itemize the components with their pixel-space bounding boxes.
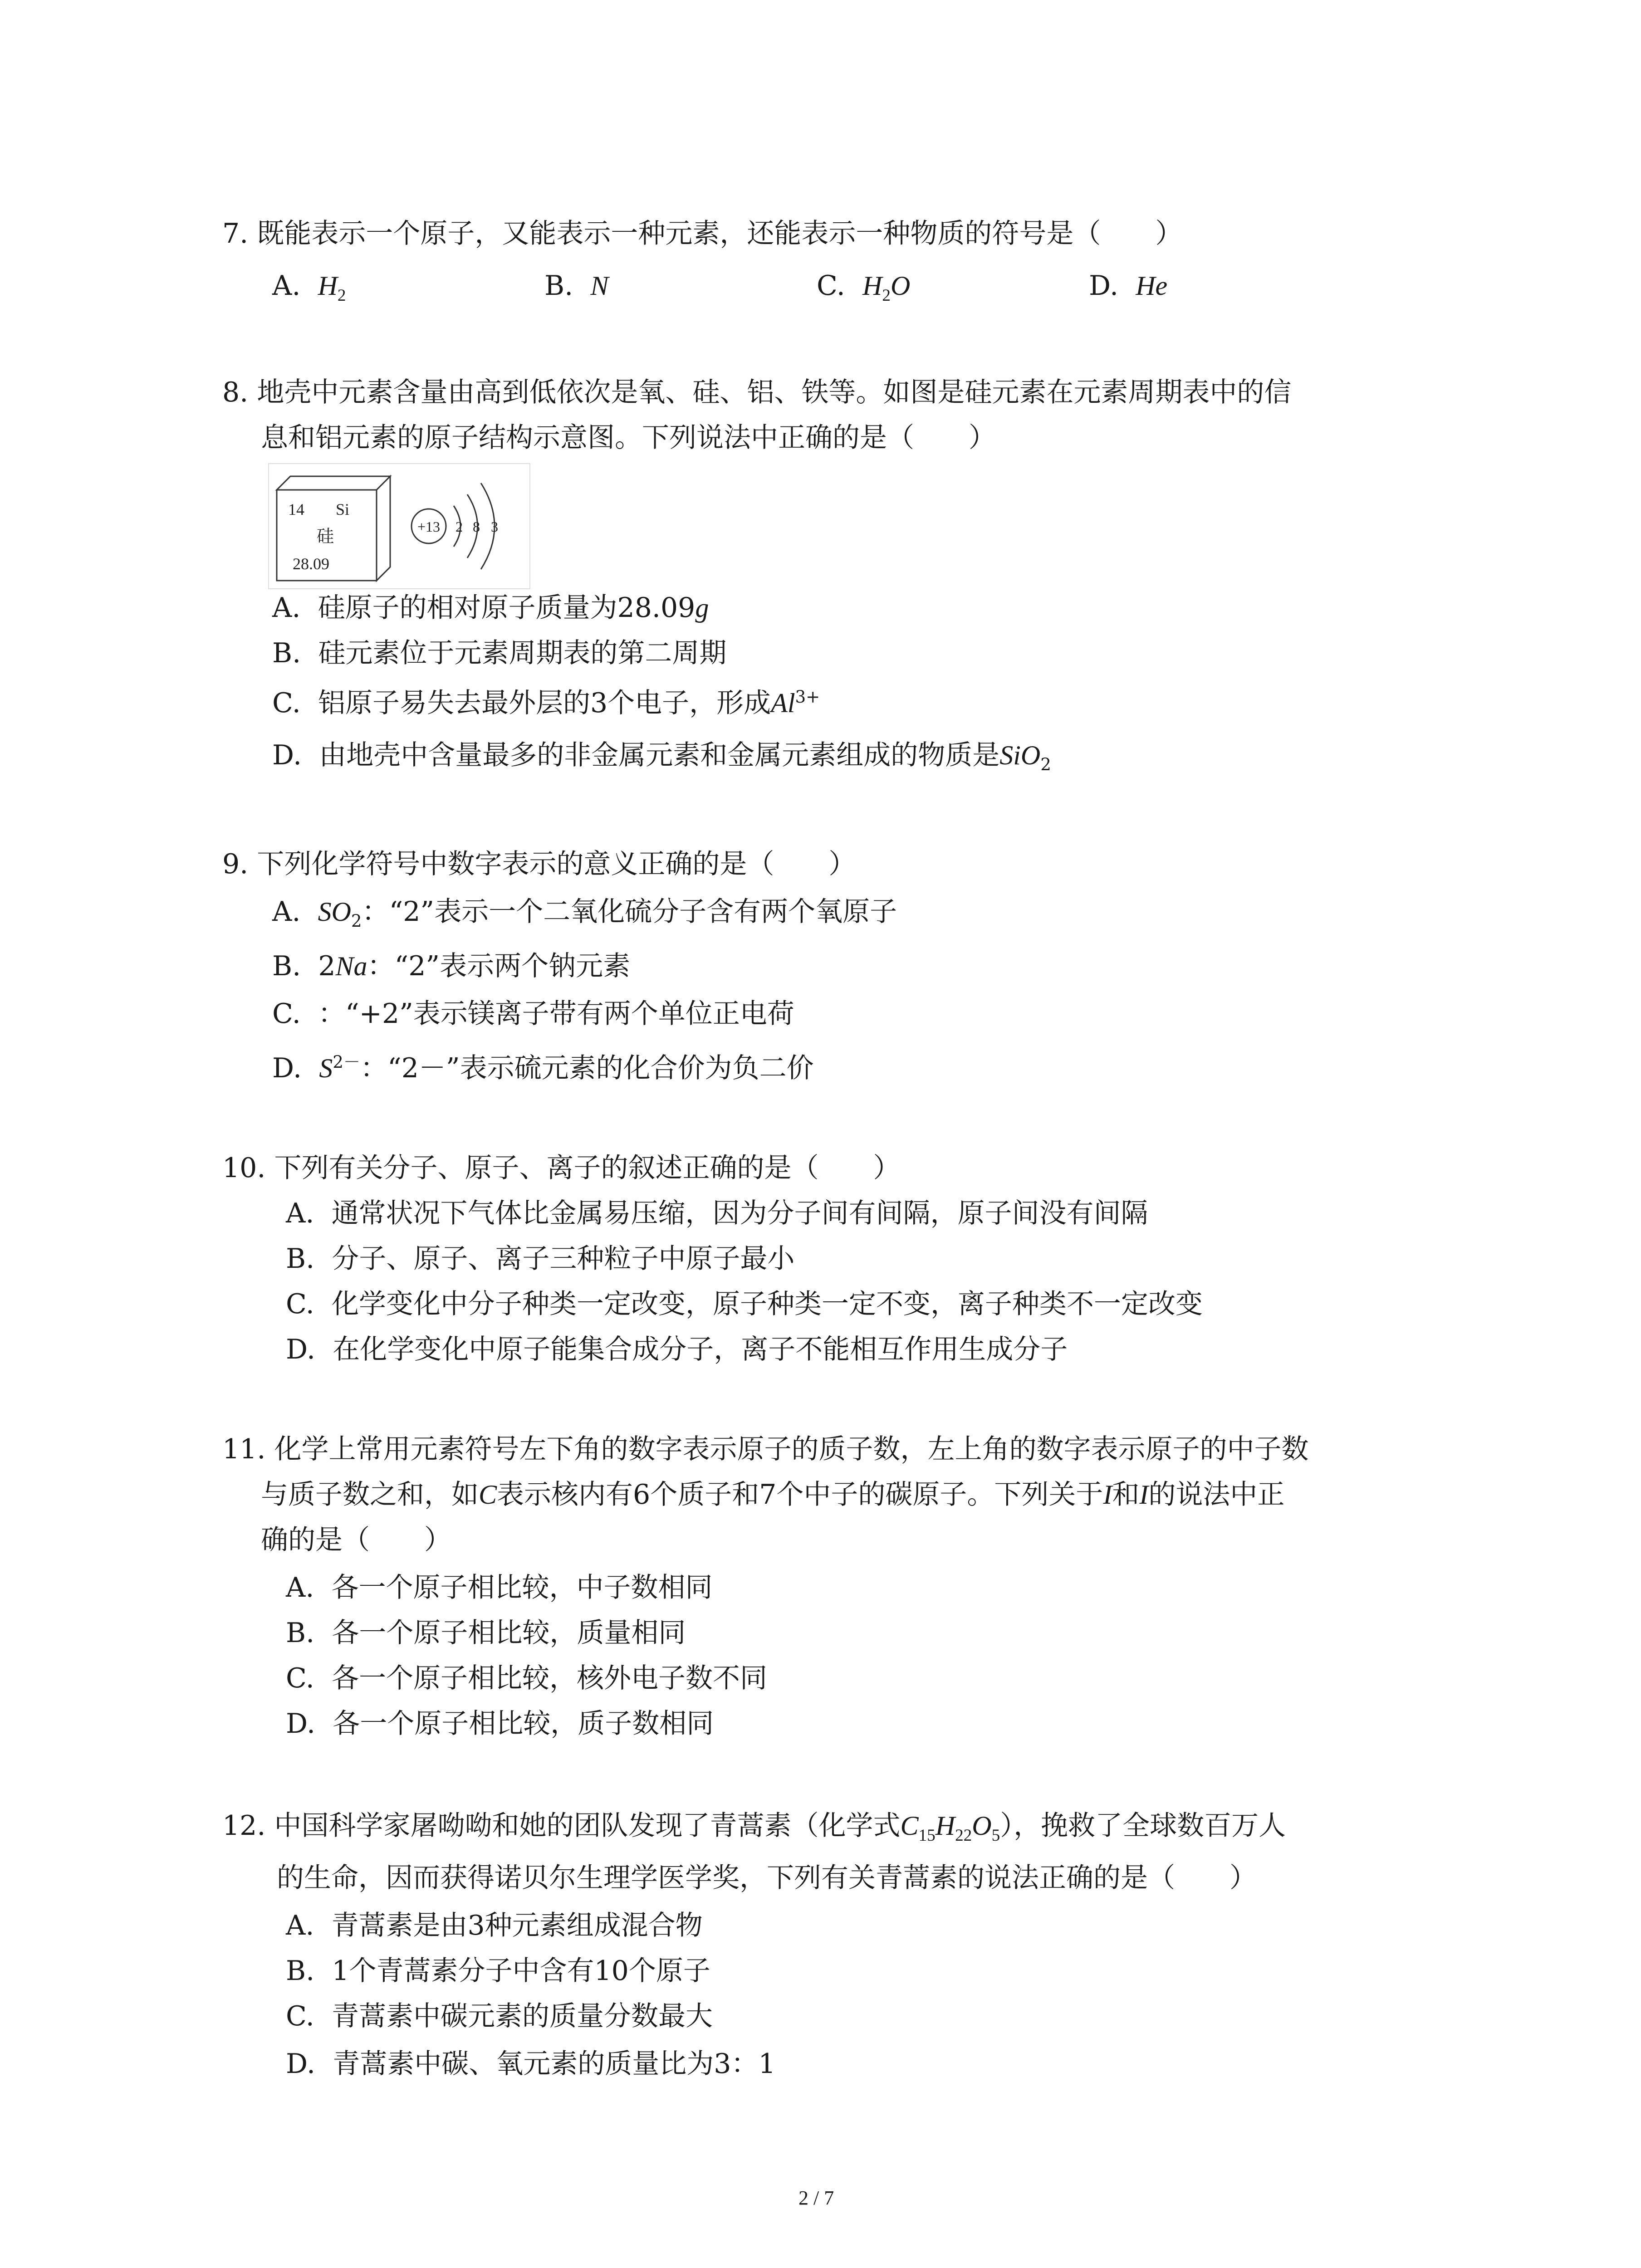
option-label: D. [1089,270,1119,302]
formula: Na [335,951,367,981]
option-text: 1个青蒿素分子中含有10个原子 [332,1955,710,1987]
stem-text: ），挽救了全球数百万人 [1000,1810,1286,1842]
formula: SO [318,897,351,927]
q9-option-d [272,1052,814,1084]
option-label: A. [272,896,301,928]
shell-2-electrons: 8 [473,518,480,535]
option-label: B. [544,270,573,302]
question-9-stem: 9. 下列化学符号中数字表示的意义正确的是（ ） [222,848,856,880]
option-text: 铝原子易失去最外层的3个电子，形成 [318,687,771,719]
shell-3-electrons: 3 [491,518,498,535]
formula: He [1136,271,1168,301]
formula-sub: 2 [1040,754,1051,774]
option-text: 通常状况下气体比金属易压缩，因为分子间有间隔，原子间没有间隔 [331,1198,1148,1229]
option-label: A. [286,1910,314,1941]
page-number: 2 / 7 [798,2187,834,2209]
periodic-cell [277,476,390,581]
element-mass: 28.09 [293,555,329,573]
nucleus-charge: +13 [417,518,441,535]
question-11-stem-line1: 11. 化学上常用元素符号左下角的数字表示原子的质子数，左上角的数字表示原子的中子数 [222,1433,1309,1465]
option-text: 在化学变化中原子能集合成分子，离子不能相互作用生成分子 [333,1334,1068,1365]
formula-sub: 2 [882,286,891,305]
option-label: A. [272,270,301,302]
option-text: 硅元素位于元素周期表的第二周期 [318,637,727,669]
formula-tail: O [890,271,911,301]
q9-option-c [272,998,794,1030]
q10-option-a [286,1200,1148,1227]
option-label: D. [286,1334,316,1365]
q11-option-d [286,1708,714,1740]
formula-part: C [900,1811,919,1841]
q11-option-c [286,1662,767,1694]
question-11-stem-line3: 确的是（ ） [261,1524,451,1556]
q7-option-d [1089,270,1168,302]
q8-option-c [272,689,820,717]
option-text: 青蒿素中碳元素的质量分数最大 [332,2000,713,2032]
option-label: B. [272,637,301,669]
q10-option-b [286,1243,795,1275]
option-text: 青蒿素是由3种元素组成混合物 [331,1910,703,1941]
formula: I [1139,1480,1149,1510]
formula-base: H [862,271,882,301]
q8-option-d [272,739,1051,774]
formula: S [319,1053,333,1083]
q9-option-a [272,896,897,931]
option-text: 由地壳中含量最多的非金属元素和金属元素组成的物质是 [319,739,1000,771]
q12-option-a [286,1912,703,1939]
option-text: 各一个原子相比较，质量相同 [332,1617,686,1649]
option-label: B. [272,950,301,982]
q7-option-c [817,270,911,305]
formula: Al [771,688,795,718]
formula-sub: 22 [955,1826,972,1845]
formula-part: O [972,1811,992,1841]
option-text: 各一个原子相比较，核外电子数不同 [332,1662,767,1694]
option-label: C. [286,1662,314,1694]
question-7-stem: 7. 既能表示一个原子，又能表示一种元素，还能表示一种物质的符号是（ ） [222,218,1183,249]
formula [318,271,346,305]
formula [862,271,911,305]
option-label: A. [286,1572,314,1603]
q8-figure [268,463,531,590]
element-name: 硅 [317,526,334,546]
question-8-stem-line2: 息和铝元素的原子结构示意图。下列说法中正确的是（ ） [261,422,996,454]
q9-option-b [272,950,631,982]
formula [900,1811,1000,1845]
option-text: ：“2－”表示硫元素的化合价为负二价 [360,1052,814,1084]
stem-text: 12. 中国科学家屠呦呦和她的团队发现了青蒿素（化学式 [222,1810,901,1842]
option-text: 青蒿素中碳、氧元素的质量比为3：1 [333,2048,776,2080]
q8-option-b [272,637,727,669]
question-12-stem-line2: 的生命，因而获得诺贝尔生理学医学奖，下列有关青蒿素的说法正确的是（ ） [277,1862,1257,1894]
option-label: A. [286,1198,314,1229]
element-number: 14 [288,500,304,518]
formula-base: H [318,271,338,301]
option-label: D. [286,2048,316,2080]
option-text: 各一个原子相比较，中子数相同 [331,1572,713,1603]
stem-text: 表示核内有6个质子和7个中子的碳原子。下列关于 [497,1479,1103,1510]
q11-option-b [286,1619,686,1647]
option-text: 化学变化中分子种类一定改变，原子种类一定不变，离子种类不一定改变 [332,1288,1203,1320]
shell-1-electrons: 2 [456,518,463,535]
formula: N [590,271,609,301]
formula-sub: 2 [351,911,362,931]
coefficient: 2 [318,950,336,982]
question-10-stem: 10. 下列有关分子、原子、离子的叙述正确的是（ ） [222,1152,901,1184]
q7-option-a [272,270,346,305]
option-label: C. [286,2000,314,2032]
formula-sub: 2 [337,286,346,305]
q12-option-d [286,2048,776,2080]
option-text: ：“+2”表示镁离子带有两个单位正电荷 [318,998,794,1030]
formula: g [695,593,709,623]
q11-option-a [286,1574,713,1601]
option-label: D. [286,1708,316,1740]
option-text: 硅原子的相对原子质量为28.09 [318,592,696,624]
option-text: 分子、原子、离子三种粒子中原子最小 [332,1243,795,1275]
formula-sup: 2－ [333,1052,361,1072]
formula: I [1103,1480,1112,1510]
formula: SiO [999,740,1041,770]
question-11-stem-line2 [261,1481,1284,1508]
question-8-stem-line1: 8. 地壳中元素含量由高到低依次是氧、硅、铝、铁等。如图是硅元素在元素周期表中的信 [222,376,1292,408]
q10-option-d [286,1336,1068,1363]
option-label: C. [272,687,301,719]
formula-sup: 3+ [795,687,820,707]
option-text: 各一个原子相比较，质子数相同 [333,1708,714,1740]
option-label: C. [272,998,301,1030]
formula-sub: 15 [918,1826,936,1845]
question-12-stem-line1 [222,1810,1286,1845]
option-label: C. [286,1288,314,1320]
option-label: D. [272,739,302,771]
option-label: B. [286,1617,315,1649]
stem-text: 的说法中正 [1148,1479,1285,1510]
q12-option-b [286,1955,710,1987]
option-label: B. [286,1955,315,1987]
element-symbol: Si [336,500,350,518]
stem-text: 与质子数之和，如 [261,1479,479,1510]
option-text: ：“2”表示一个二氧化硫分子含有两个氧原子 [362,896,897,928]
q7-option-b [544,270,609,302]
stem-text: 和 [1112,1479,1140,1510]
option-text: ：“2”表示两个钠元素 [367,950,631,982]
q10-option-c [286,1290,1203,1318]
formula-part: H [935,1811,955,1841]
option-label: A. [272,592,301,624]
formula-sub: 5 [991,1826,1000,1845]
option-label: B. [286,1243,315,1275]
formula: C [479,1480,497,1510]
option-label: C. [817,270,845,302]
q12-option-c [286,2000,713,2032]
q8-option-a [272,592,709,624]
option-label: D. [272,1052,302,1084]
